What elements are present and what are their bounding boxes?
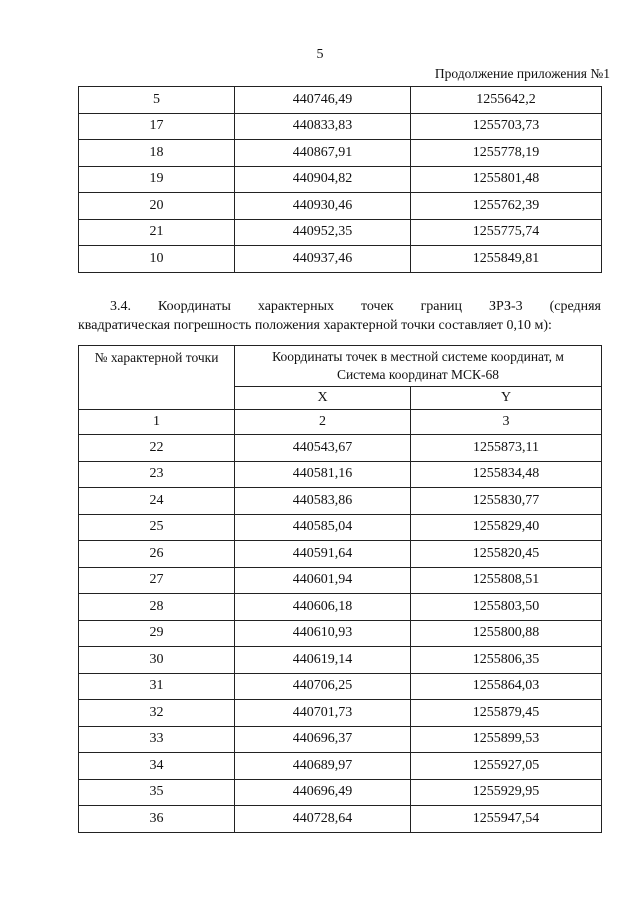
x-coordinate-cell: 440904,82 — [235, 166, 411, 193]
table-row — [79, 140, 602, 167]
y-coordinate-cell: 1255899,53 — [411, 726, 602, 753]
x-coordinate-cell: 440952,35 — [235, 219, 411, 246]
section-text-word: Координаты — [157, 299, 231, 314]
table-row — [79, 594, 602, 621]
point-number-cell: 35 — [79, 779, 235, 806]
table-row — [79, 514, 602, 541]
x-coordinate-cell: 440591,64 — [235, 541, 411, 568]
point-number-cell: 28 — [79, 594, 235, 621]
table-row — [79, 488, 602, 515]
column-number-1: 1 — [79, 410, 235, 435]
point-number-cell: 31 — [79, 673, 235, 700]
point-number-cell: 20 — [79, 193, 235, 220]
table-row — [79, 166, 602, 193]
table-row — [79, 113, 602, 140]
zrz3-coordinates-table — [78, 345, 602, 833]
y-coordinate-cell: 1255879,45 — [411, 700, 602, 727]
table-row — [79, 620, 602, 647]
point-number-cell: 29 — [79, 620, 235, 647]
point-number-cell: 32 — [79, 700, 235, 727]
y-coordinate-cell: 1255642,2 — [411, 87, 602, 114]
x-coordinate-cell: 440581,16 — [235, 461, 411, 488]
point-number-cell: 33 — [79, 726, 235, 753]
y-coordinate-cell: 1255927,05 — [411, 753, 602, 780]
point-number-header: № характерной точки — [79, 346, 235, 410]
y-coordinate-cell: 1255929,95 — [411, 779, 602, 806]
section-text-word: характерных — [257, 299, 334, 314]
x-coordinate-cell: 440696,37 — [235, 726, 411, 753]
y-coordinate-cell: 1255808,51 — [411, 567, 602, 594]
x-coordinate-cell: 440937,46 — [235, 246, 411, 273]
y-coordinate-cell: 1255864,03 — [411, 673, 602, 700]
coordinates-header-line2: Система координат МСК-68 — [336, 367, 500, 382]
point-number-cell: 25 — [79, 514, 235, 541]
coordinates-header — [235, 346, 602, 387]
x-coordinate-cell: 440706,25 — [235, 673, 411, 700]
y-coordinate-cell: 1255873,11 — [411, 435, 602, 462]
x-coordinate-cell: 440696,49 — [235, 779, 411, 806]
y-column-header: Y — [411, 387, 602, 410]
table-row — [79, 779, 602, 806]
column-number-3: 3 — [411, 410, 602, 435]
x-coordinate-cell: 440930,46 — [235, 193, 411, 220]
point-number-cell: 21 — [79, 219, 235, 246]
x-coordinate-cell: 440601,94 — [235, 567, 411, 594]
y-coordinate-cell: 1255762,39 — [411, 193, 602, 220]
x-coordinate-cell: 440583,86 — [235, 488, 411, 515]
table-row — [79, 567, 602, 594]
x-coordinate-cell: 440585,04 — [235, 514, 411, 541]
point-number-cell: 36 — [79, 806, 235, 833]
y-coordinate-cell: 1255830,77 — [411, 488, 602, 515]
x-coordinate-cell: 440746,49 — [235, 87, 411, 114]
point-number-cell: 5 — [79, 87, 235, 114]
coordinates-table-continued — [78, 86, 602, 273]
point-number-cell: 17 — [79, 113, 235, 140]
y-coordinate-cell: 1255800,88 — [411, 620, 602, 647]
x-column-header: X — [235, 387, 411, 410]
table-row — [79, 461, 602, 488]
y-coordinate-cell: 1255849,81 — [411, 246, 602, 273]
point-number-cell: 27 — [79, 567, 235, 594]
point-number-cell: 10 — [79, 246, 235, 273]
point-number-cell: 18 — [79, 140, 235, 167]
table-row — [79, 219, 602, 246]
y-coordinate-cell: 1255834,48 — [411, 461, 602, 488]
point-number-cell: 19 — [79, 166, 235, 193]
table-row — [79, 246, 602, 273]
point-number-cell: 26 — [79, 541, 235, 568]
coordinates-header-line1: Координаты точек в местной системе координат, м — [272, 349, 564, 364]
table-row — [79, 673, 602, 700]
x-coordinate-cell: 440543,67 — [235, 435, 411, 462]
y-coordinate-cell: 1255803,50 — [411, 594, 602, 621]
section-text-line2: квадратическая погрешность положения характерной точки составляет 0,10 м): — [78, 318, 552, 333]
x-coordinate-cell: 440833,83 — [235, 113, 411, 140]
table-row — [79, 435, 602, 462]
table-row — [79, 700, 602, 727]
column-number-2: 2 — [235, 410, 411, 435]
point-number-cell: 30 — [79, 647, 235, 674]
x-coordinate-cell: 440689,97 — [235, 753, 411, 780]
point-number-cell: 22 — [79, 435, 235, 462]
y-coordinate-cell: 1255806,35 — [411, 647, 602, 674]
y-coordinate-cell: 1255947,54 — [411, 806, 602, 833]
y-coordinate-cell: 1255820,45 — [411, 541, 602, 568]
x-coordinate-cell: 440701,73 — [235, 700, 411, 727]
appendix-note: Продолжение приложения №1 — [434, 66, 610, 81]
x-coordinate-cell: 440867,91 — [235, 140, 411, 167]
table-row — [79, 753, 602, 780]
y-coordinate-cell: 1255703,73 — [411, 113, 602, 140]
table-row — [79, 806, 602, 833]
y-coordinate-cell: 1255775,74 — [411, 219, 602, 246]
point-number-cell: 24 — [79, 488, 235, 515]
point-number-cell: 23 — [79, 461, 235, 488]
table-row — [79, 541, 602, 568]
section-text-word: 3.4. — [110, 299, 131, 314]
table-row — [79, 87, 602, 114]
y-coordinate-cell: 1255801,48 — [411, 166, 602, 193]
x-coordinate-cell: 440610,93 — [235, 620, 411, 647]
table-row — [79, 647, 602, 674]
section-text-word: ЗРЗ-3 — [488, 299, 523, 314]
x-coordinate-cell: 440619,14 — [235, 647, 411, 674]
x-coordinate-cell: 440728,64 — [235, 806, 411, 833]
point-number-cell: 34 — [79, 753, 235, 780]
section-3-4-text — [78, 297, 601, 335]
y-coordinate-cell: 1255778,19 — [411, 140, 602, 167]
section-text-word: точек — [360, 299, 394, 314]
section-text-word: (средняя — [549, 299, 601, 314]
page-number: 5 — [316, 47, 324, 62]
table-row — [79, 726, 602, 753]
y-coordinate-cell: 1255829,40 — [411, 514, 602, 541]
section-text-word: границ — [420, 299, 462, 314]
table-row — [79, 193, 602, 220]
x-coordinate-cell: 440606,18 — [235, 594, 411, 621]
